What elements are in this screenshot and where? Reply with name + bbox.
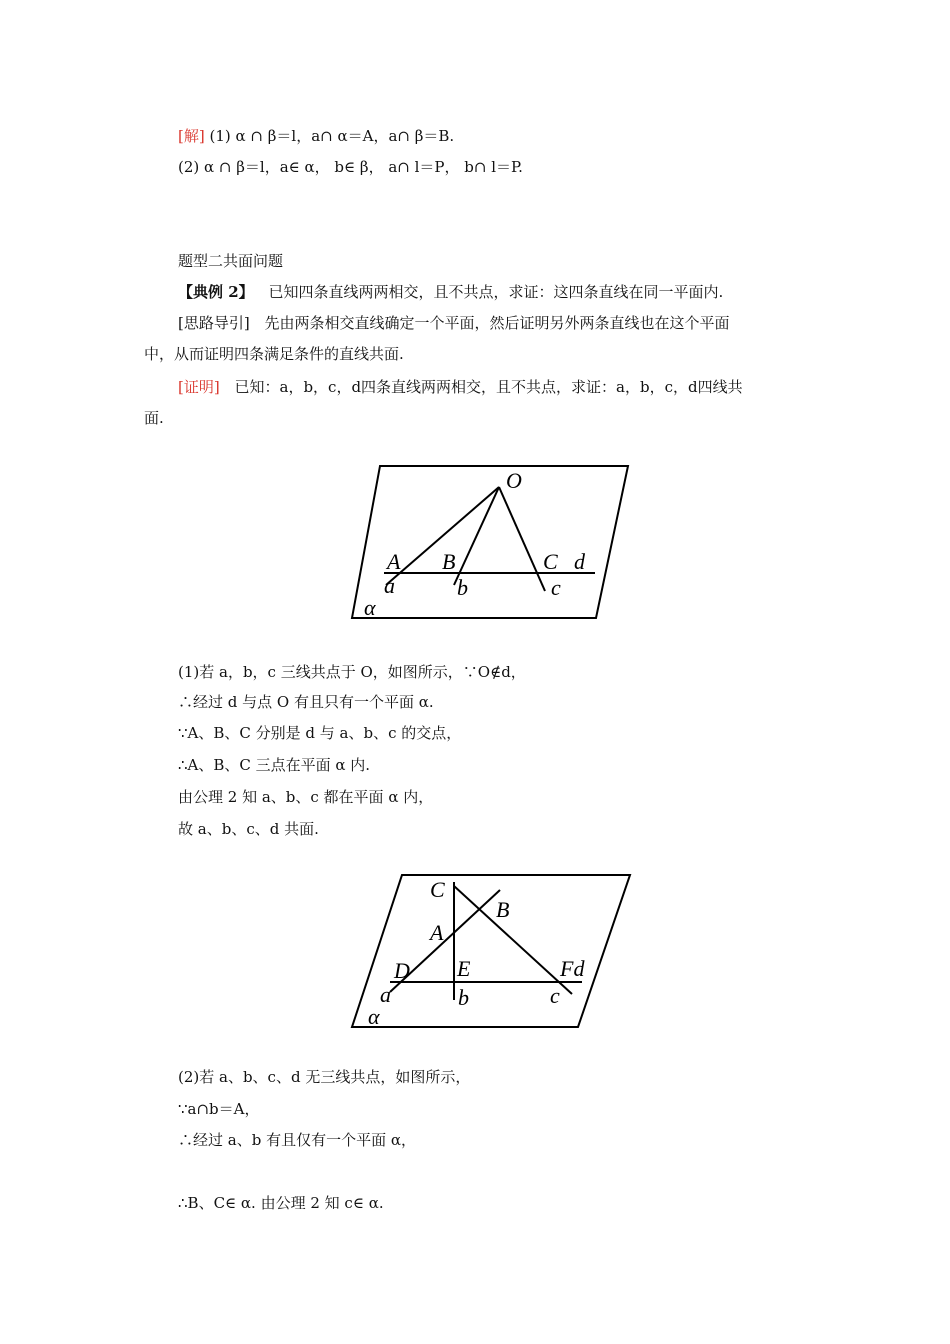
label-C2: C — [430, 877, 445, 902]
label-A2: A — [430, 920, 444, 945]
case1-line-6: 故 a、b、c、d 共面. — [178, 820, 319, 838]
line-b-1 — [454, 487, 499, 585]
solution-line-2: (2) α ∩ β＝l，a∈ α， b∈ β， a∩ l＝P， b∩ l＝P. — [178, 158, 523, 176]
figure-2 — [350, 872, 640, 1032]
line-c-2 — [454, 886, 572, 994]
case2-line-2: ∵a∩b＝A， — [178, 1100, 260, 1118]
proof-line-2: 面. — [144, 409, 164, 427]
solution-line-1 — [178, 126, 454, 146]
proof-text-1: 已知：a，b，c，d四条直线两两相交，且不共点，求证：a，b，c，d四线共 — [234, 378, 743, 396]
case1-line-2: ∴经过 d 与点 O 有且只有一个平面 α. — [178, 693, 434, 711]
label-C: C — [543, 549, 558, 574]
case1-line-1: (1)若 a，b，c 三线共点于 O，如图所示，∵O∉d， — [178, 663, 526, 681]
hint-line-1 — [178, 313, 730, 333]
case1-line-3: ∵A、B、C 分别是 d 与 a、b、c 的交点， — [178, 724, 462, 742]
proof-tag: [证明] — [178, 378, 220, 396]
label-b: b — [457, 575, 468, 600]
label-a2: a — [380, 982, 391, 1007]
example-line — [178, 282, 723, 302]
label-a: a — [384, 573, 395, 598]
label-Fd2: Fd — [560, 956, 585, 981]
solution-text-1: (1) α ∩ β＝l，a∩ α＝A，a∩ β＝B. — [209, 127, 455, 145]
figure-1 — [350, 463, 640, 623]
solution-tag: [解] — [178, 127, 205, 145]
label-d: d — [574, 549, 585, 574]
example-text: 已知四条直线两两相交，且不共点，求证：这四条直线在同一平面内. — [268, 283, 724, 301]
label-B2: B — [496, 897, 510, 922]
section-title: 题型二共面问题 — [178, 252, 284, 270]
label-O: O — [506, 468, 522, 493]
hint-line-2: 中，从而证明四条满足条件的直线共面. — [144, 345, 404, 363]
hint-tag: [思路导引] — [178, 314, 250, 332]
label-alpha2: α — [368, 1004, 380, 1029]
label-c2: c — [550, 983, 560, 1008]
example-tag: 【典例 2】 — [178, 283, 254, 301]
case1-line-5: 由公理 2 知 a、b、c 都在平面 α 内， — [178, 788, 434, 806]
label-alpha: α — [364, 595, 376, 620]
proof-line-1 — [178, 377, 743, 397]
case1-line-4: ∴A、B、C 三点在平面 α 内. — [178, 756, 371, 774]
label-b2: b — [458, 985, 469, 1010]
label-D2: D — [394, 958, 410, 983]
case2-line-4: ∴B、C∈ α. 由公理 2 知 c∈ α. — [178, 1194, 384, 1212]
hint-text-1: 先由两条相交直线确定一个平面，然后证明另外两条直线也在这个平面 — [264, 314, 730, 332]
label-E2: E — [457, 956, 471, 981]
line-c-1 — [499, 487, 545, 591]
case2-line-3: ∴经过 a、b 有且仅有一个平面 α， — [178, 1131, 416, 1149]
label-B: B — [442, 549, 456, 574]
label-A: A — [387, 549, 401, 574]
case2-line-1: (2)若 a、b、c、d 无三线共点，如图所示， — [178, 1068, 471, 1086]
label-c: c — [551, 575, 561, 600]
